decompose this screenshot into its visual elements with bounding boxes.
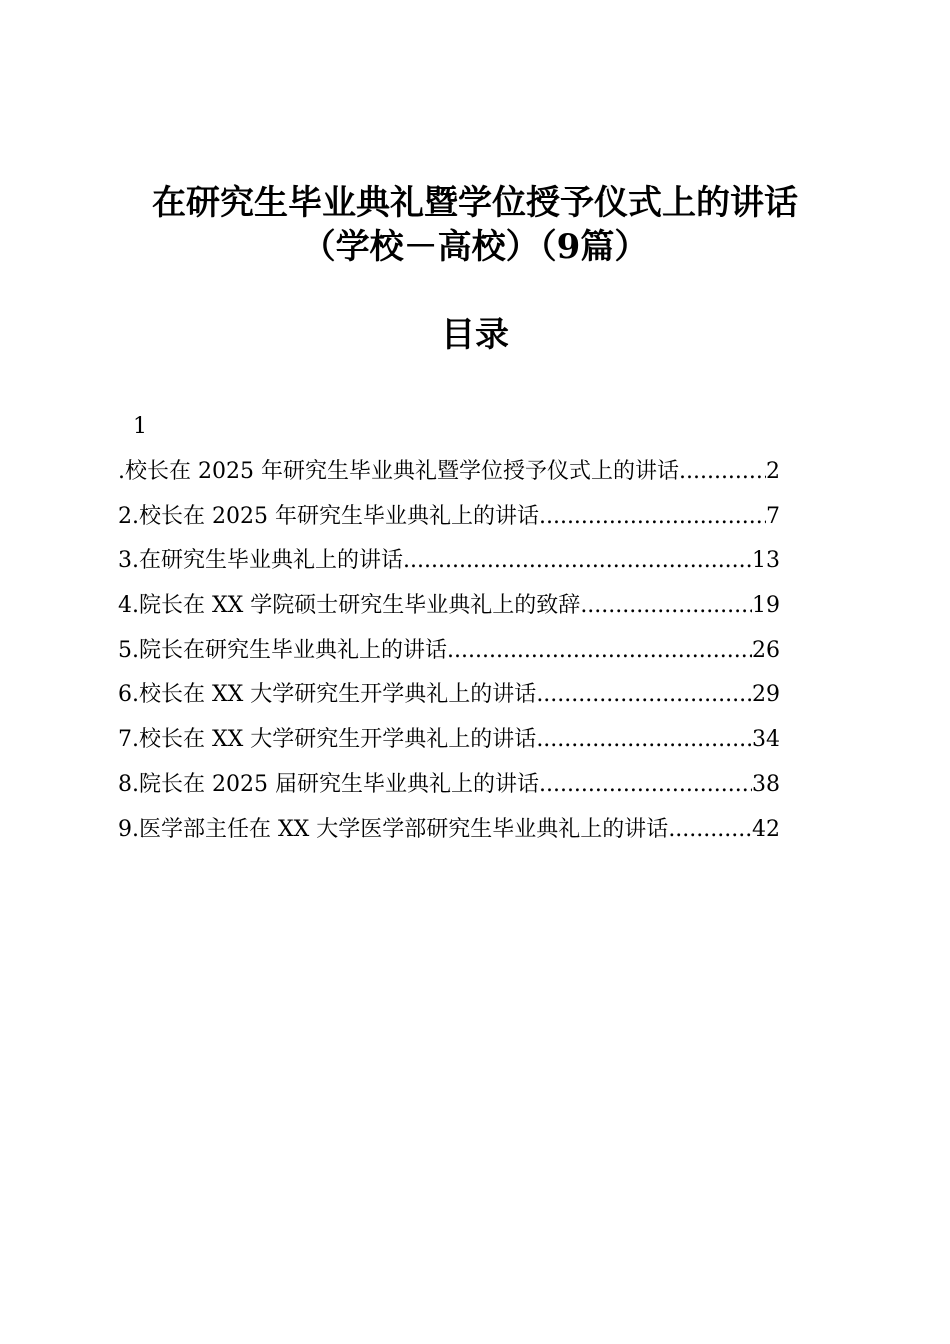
toc-entry-2[interactable]: [118, 499, 780, 544]
toc-entry-label: 3.在研究生毕业典礼上的讲话: [118, 548, 403, 574]
toc-leader-dots: [580, 588, 752, 624]
toc-leader-dots: [403, 543, 752, 579]
toc-leader-dots: [536, 722, 752, 758]
toc-entry-9[interactable]: [118, 812, 780, 857]
toc-entry-label: 7.校长在 XX 大学研究生开学典礼上的讲话: [118, 727, 537, 753]
toc-entry-label: 6.校长在 XX 大学研究生开学典礼上的讲话: [118, 682, 537, 708]
toc-leader-dots: [539, 499, 766, 535]
toc-entry-page: 7: [766, 503, 780, 529]
toc-leader-dots: [679, 454, 766, 490]
toc-entry-7[interactable]: [118, 722, 780, 767]
toc-entry-label: 8.院长在 2025 届研究生毕业典礼上的讲话: [118, 771, 539, 797]
table-of-contents: [118, 454, 780, 856]
stray-number: 1: [133, 414, 147, 439]
toc-entry-page: 38: [752, 771, 780, 797]
toc-heading: 目录: [441, 315, 509, 355]
toc-entry-label: 9.医学部主任在 XX 大学医学部研究生毕业典礼上的讲话: [118, 816, 669, 842]
toc-entry-label: 2.校长在 2025 年研究生毕业典礼上的讲话: [118, 503, 539, 529]
toc-entry-page: 42: [752, 816, 780, 842]
toc-leader-dots: [536, 677, 752, 713]
toc-entry-page: 26: [752, 637, 780, 663]
toc-entry-3[interactable]: [118, 543, 780, 588]
toc-entry-6[interactable]: [118, 677, 780, 722]
document-title-line1: 在研究生毕业典礼暨学位授予仪式上的讲话: [152, 183, 798, 223]
toc-entry-label: 4.院长在 XX 学院硕士研究生毕业典礼上的致辞: [118, 593, 581, 619]
toc-leader-dots: [539, 767, 752, 803]
toc-entry-1[interactable]: [118, 454, 780, 499]
toc-entry-page: 2: [766, 459, 780, 484]
toc-entry-label: 5.院长在研究生毕业典礼上的讲话: [118, 637, 447, 663]
toc-entry-5[interactable]: [118, 633, 780, 678]
toc-entry-page: 13: [752, 548, 780, 574]
toc-leader-dots: [447, 633, 752, 669]
toc-leader-dots: [668, 812, 752, 848]
toc-entry-4[interactable]: [118, 588, 780, 633]
toc-entry-label: .校长在 2025 年研究生毕业典礼暨学位授予仪式上的讲话: [118, 459, 679, 484]
toc-entry-page: 34: [752, 727, 780, 753]
toc-entry-page: 29: [752, 682, 780, 708]
document-title-line2: （学校－高校）（9篇）: [301, 227, 649, 267]
toc-entry-8[interactable]: [118, 767, 780, 812]
toc-entry-page: 19: [752, 593, 780, 619]
